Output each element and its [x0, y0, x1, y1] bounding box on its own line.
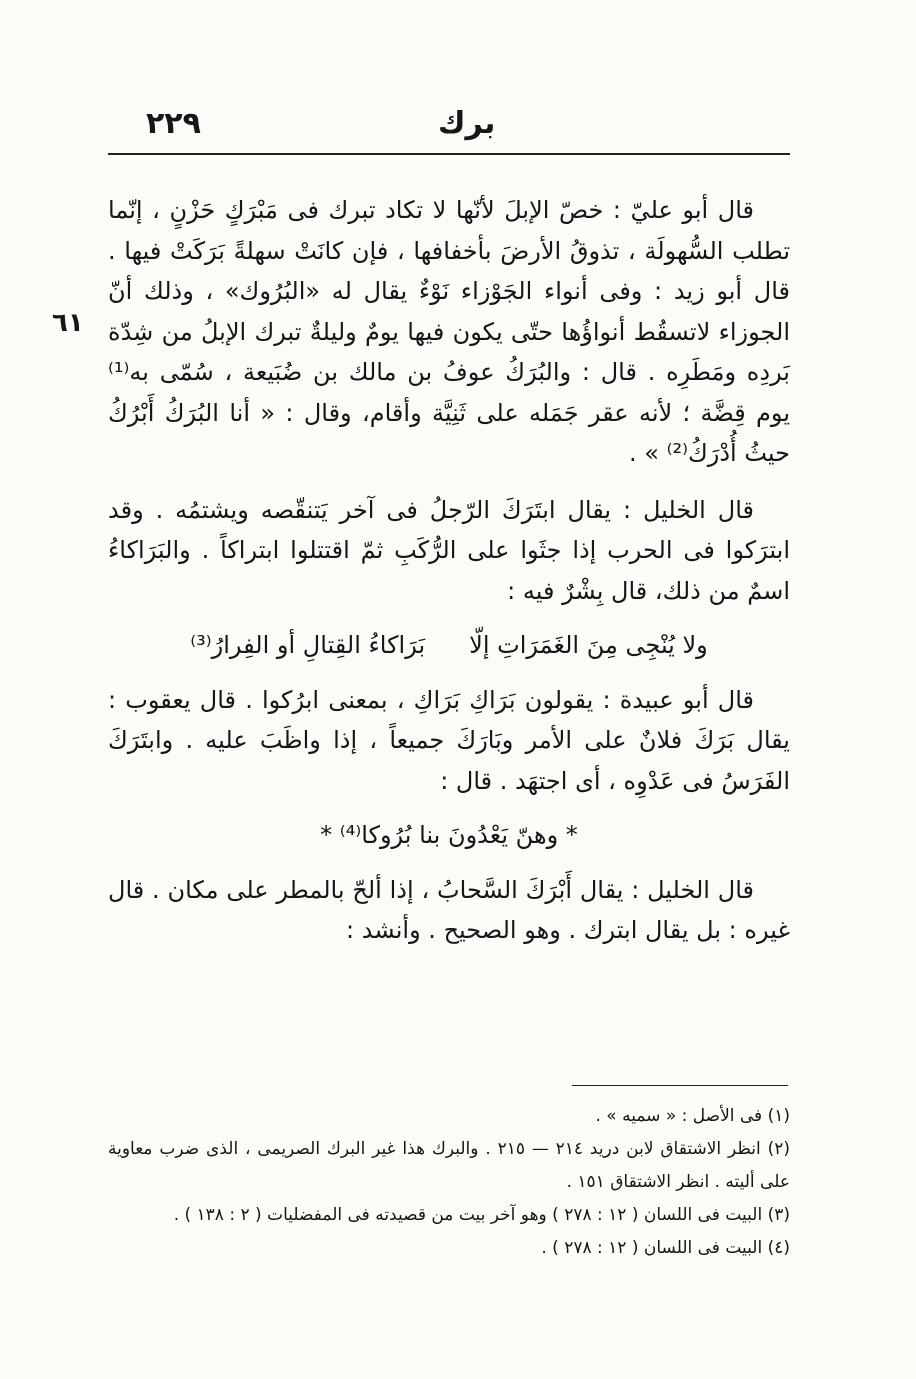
paragraph-3: قال أبو عبيدة : يقولون بَرَاكِ بَرَاكِ ، بمعنى ابرُكوا . قال يعقوب : يقال بَرَكَ فلانٌ على الأمر وبَارَكَ جميعاً ، إذا واظَبَ عليه . وابتَرَكَ الفَرَسُ فى عَدْوِه ، أى اجتهَد . قال :: [108, 685, 790, 795]
footnote-rule: [572, 1085, 788, 1086]
verse-1: [108, 625, 790, 666]
footnotes: [108, 1100, 790, 1265]
page-header: [108, 100, 790, 150]
header-rule: [108, 153, 790, 155]
footnote-3: (٣) البيت فى اللسان ( ١٢ : ٢٧٨ ) وهو آخر بيت من قصيدته فى المفضليات ( ٢ : ١٣٨ ) .: [173, 1205, 790, 1225]
paragraph-4: قال الخليل : يقال أَبْرَكَ السَّحابُ ، إذا ألحّ بالمطر على مكان . قال غيره : بل يقال ابترك . وهو الصحيح . وأنشد :: [108, 875, 790, 944]
paragraph-1: قال أبو عليّ : خصّ الإبلَ لأنّها لا تكاد تبرك فى مَبْرَكٍ حَزْنٍ ، إنّما تطلب السُّهولَة ، تذوقُ الأرضَ بأخفافها ، فإن كانَتْ سهلةً بَرَكَتْ فيها . قال أبو زيد : وفى أنواء الجَوْزاء نَوْءٌ يقال له «البُرُوك» ، وذلك أنّ الجوزاء لاتسقُط أنواؤُها حتّى يكون فيها يومٌ وليلةٌ تبرك الإبلُ من شِدّة بَردِه ومَطَرِه . قال : والبُرَكُ عوفُ بن مالك بن ضُبَيعة ، سُمّى به⁽¹⁾ يوم قِضَّة ؛ لأنه عقر جَمَله على ثَنِيَّة وأقام، وقال : « أنا البُرَكُ أَبْرُكُ حيثُ أُدْرَكُ⁽²⁾ » .: [108, 196, 790, 467]
footnote-2: (٢) انظر الاشتقاق لابن دريد ٢١٤ — ٢١٥ . والبرك هذا غير البرك الصريمى ، الذى ضرب معاوية على أليته . انظر الاشتقاق ١٥١ .: [108, 1139, 790, 1192]
footnote-1: (١) فى الأصل : « سميه » .: [595, 1106, 790, 1126]
margin-number: ٦١: [52, 308, 84, 338]
footnote-4: (٤) البيت فى اللسان ( ١٢ : ٢٧٨ ) .: [541, 1238, 790, 1258]
verse-2: * وهنّ يَعْدُونَ بنا بُرُوكا⁽⁴⁾ *: [320, 821, 578, 849]
verse-1-first-hemistich: ولا يُنْجِى مِنَ الغَمَرَاتِ إلّا: [469, 631, 708, 659]
body-text: [108, 190, 790, 951]
running-head: برك: [438, 106, 496, 141]
verse-1-second-hemistich: بَرَاكاءُ القِتالِ أو الفِرارُ⁽³⁾: [190, 631, 426, 659]
page-number: ٢٢٩: [146, 106, 201, 141]
paragraph-2: قال الخليل : يقال ابتَرَكَ الرّجلُ فى آخر يَتنقّصه ويشتمُه . وقد ابترَكوا فى الحرب إذا جثَوا على الرُّكَبِ ثمّ اقتتلوا ابتراكاً . والبَرَاكاءُ اسمٌ من ذلك، قال بِشْرٌ فيه :: [108, 495, 790, 605]
